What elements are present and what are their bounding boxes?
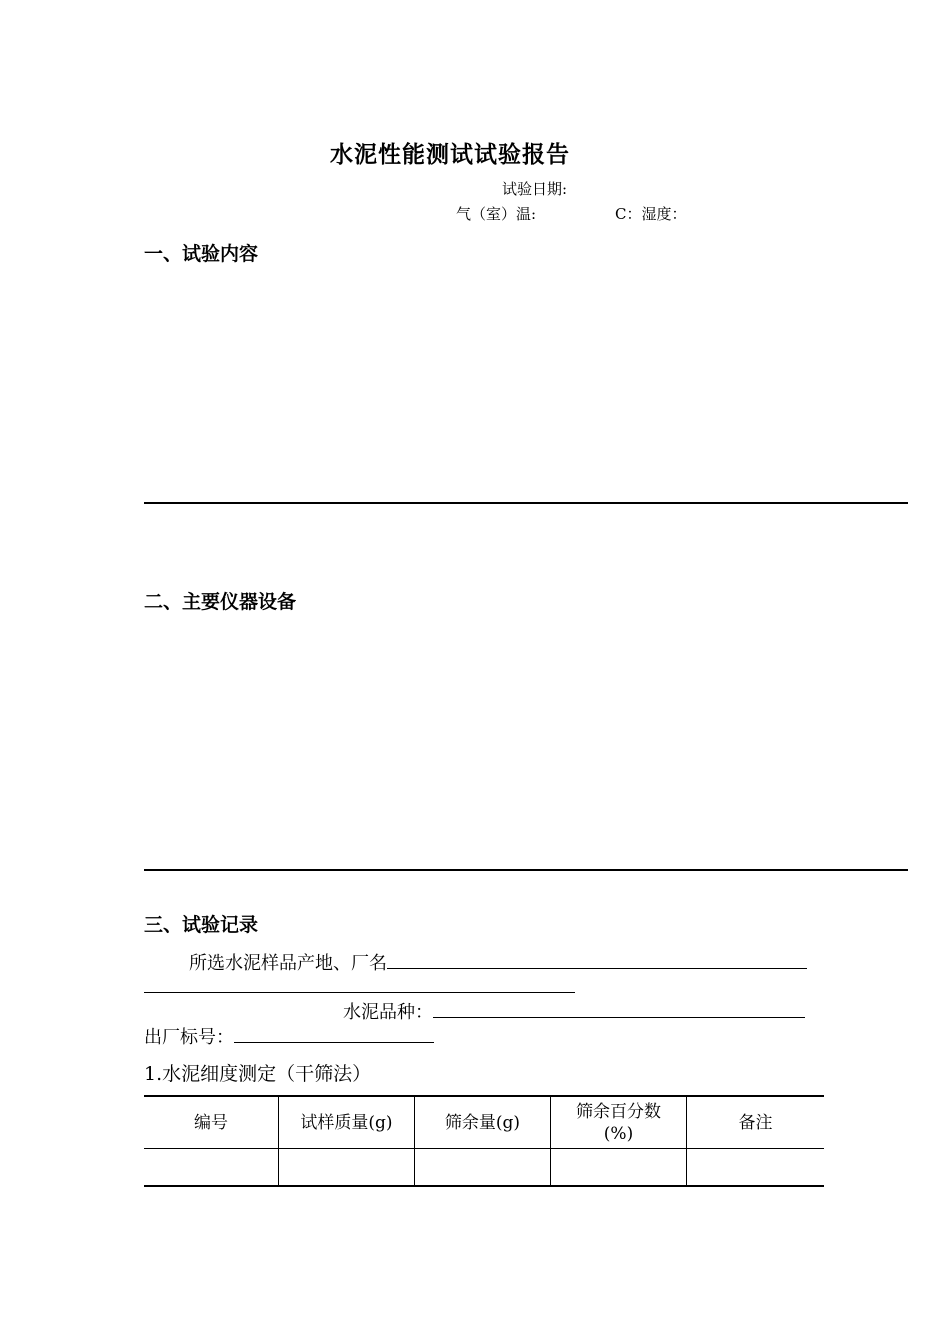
temperature-label: 气（室）温: <box>456 205 537 223</box>
section-main-equipment: 二、主要仪器设备 <box>144 591 297 613</box>
factory-no-label: 出厂标号： <box>144 1027 234 1048</box>
subsection-fineness-title: 1.水泥细度测定（干筛法） <box>144 1063 372 1085</box>
table-header-number: 编号 <box>144 1096 279 1149</box>
section-divider-1 <box>144 502 908 504</box>
table-cell[interactable] <box>415 1149 551 1187</box>
table-row <box>144 1149 824 1187</box>
table-cell[interactable] <box>144 1149 279 1187</box>
origin-field-row <box>189 949 807 975</box>
table-header-residue-mass: 筛余量(g) <box>415 1096 551 1149</box>
origin-continuation-line[interactable] <box>144 992 575 993</box>
table-cell[interactable] <box>551 1149 687 1187</box>
fineness-table <box>144 1095 824 1187</box>
table-header-residue-percent <box>551 1096 687 1149</box>
test-date-label: 试验日期: <box>502 180 568 198</box>
section-test-content: 一、试验内容 <box>144 243 259 265</box>
page-title: 水泥性能测试试验报告 <box>330 141 570 168</box>
variety-field-row <box>343 998 805 1024</box>
section-divider-2 <box>144 869 908 871</box>
factory-no-input-line[interactable] <box>234 1024 434 1043</box>
table-cell[interactable] <box>279 1149 415 1187</box>
section-test-record: 三、试验记录 <box>144 914 259 936</box>
factory-no-field-row <box>144 1023 434 1049</box>
variety-label: 水泥品种： <box>343 1002 433 1023</box>
origin-label: 所选水泥样品产地、厂名 <box>189 953 387 974</box>
origin-input-line[interactable] <box>387 950 807 969</box>
table-header-remarks: 备注 <box>687 1096 825 1149</box>
table-header-sample-mass: 试样质量(g) <box>279 1096 415 1149</box>
table-cell[interactable] <box>687 1149 825 1187</box>
residue-percent-line1: 筛余百分数 <box>576 1101 661 1122</box>
residue-percent-line2: (%) <box>603 1123 634 1144</box>
humidity-label: C：湿度： <box>615 205 687 223</box>
variety-input-line[interactable] <box>433 999 805 1018</box>
